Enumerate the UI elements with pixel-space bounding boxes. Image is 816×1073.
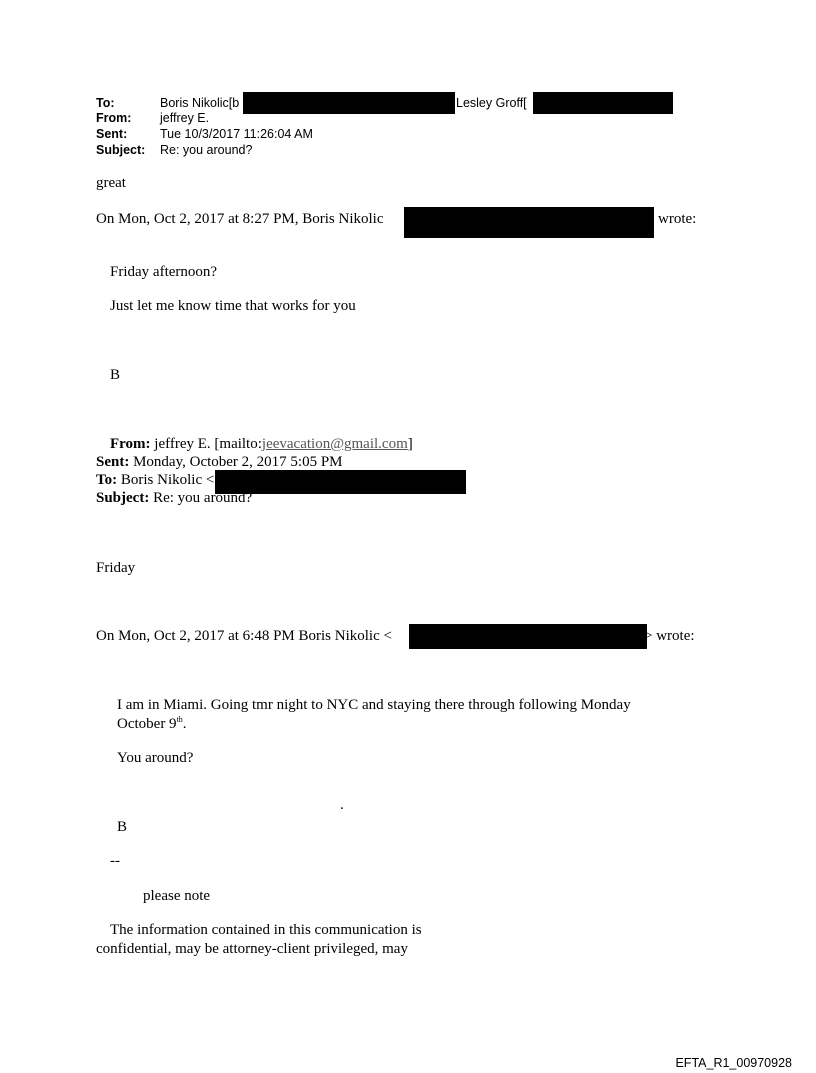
to-label: To:	[96, 96, 115, 110]
fwd-from-line: From: jeffrey E. [mailto:jeevacation@gmail.com]	[110, 436, 413, 452]
quote2-intro: On Mon, Oct 2, 2017 at 6:48 PM Boris Nikolic <	[96, 628, 392, 644]
stray-dot: .	[340, 797, 344, 813]
quote2-sign: B	[117, 819, 128, 835]
reply-text: great	[96, 175, 126, 191]
from-label: From:	[96, 111, 132, 125]
redaction-box	[404, 207, 654, 238]
sent-value: Tue 10/3/2017 11:26:04 AM	[160, 127, 313, 141]
redaction-box	[243, 92, 455, 114]
document-id: EFTA_R1_00970928	[675, 1056, 792, 1070]
quote1-intro: On Mon, Oct 2, 2017 at 8:27 PM, Boris Nikolic	[96, 211, 384, 227]
fwd-to-line: To: Boris Nikolic <	[96, 472, 215, 488]
quote1-line1: Friday afternoon?	[110, 264, 218, 280]
quote2-line2: October 9th.	[117, 715, 187, 732]
quote2-line1: I am in Miami. Going tmr night to NYC and staying there through following Monday	[117, 697, 631, 713]
quote1-intro-end: wrote:	[658, 211, 697, 227]
to-value-2: Lesley Groff[	[456, 96, 527, 110]
signature-dashes: --	[110, 853, 120, 869]
quote1-line2: Just let me know time that works for you	[110, 298, 356, 314]
to-value-1: Boris Nikolic[b	[160, 96, 240, 110]
from-value: jeffrey E.	[160, 111, 210, 125]
quote2-line3: You around?	[117, 750, 194, 766]
quote2-intro-end: > wrote:	[644, 628, 695, 644]
subject-label: Subject:	[96, 143, 146, 157]
confidential-line1: The information contained in this communication is	[110, 922, 422, 938]
fwd-sent-line: Sent: Monday, October 2, 2017 5:05 PM	[96, 454, 343, 470]
subject-value: Re: you around?	[160, 143, 253, 157]
redaction-box	[215, 470, 466, 494]
sent-label: Sent:	[96, 127, 128, 141]
fwd-body: Friday	[96, 560, 136, 576]
quote1-sign: B	[110, 367, 121, 383]
please-note: please note	[143, 888, 211, 904]
redaction-box	[409, 624, 647, 649]
fwd-subject-line: Subject: Re: you around?	[96, 490, 253, 506]
confidential-line2: confidential, may be attorney-client privileged, may	[96, 941, 408, 957]
email-link[interactable]: jeevacation@gmail.com	[261, 436, 408, 452]
redaction-box	[533, 92, 673, 114]
